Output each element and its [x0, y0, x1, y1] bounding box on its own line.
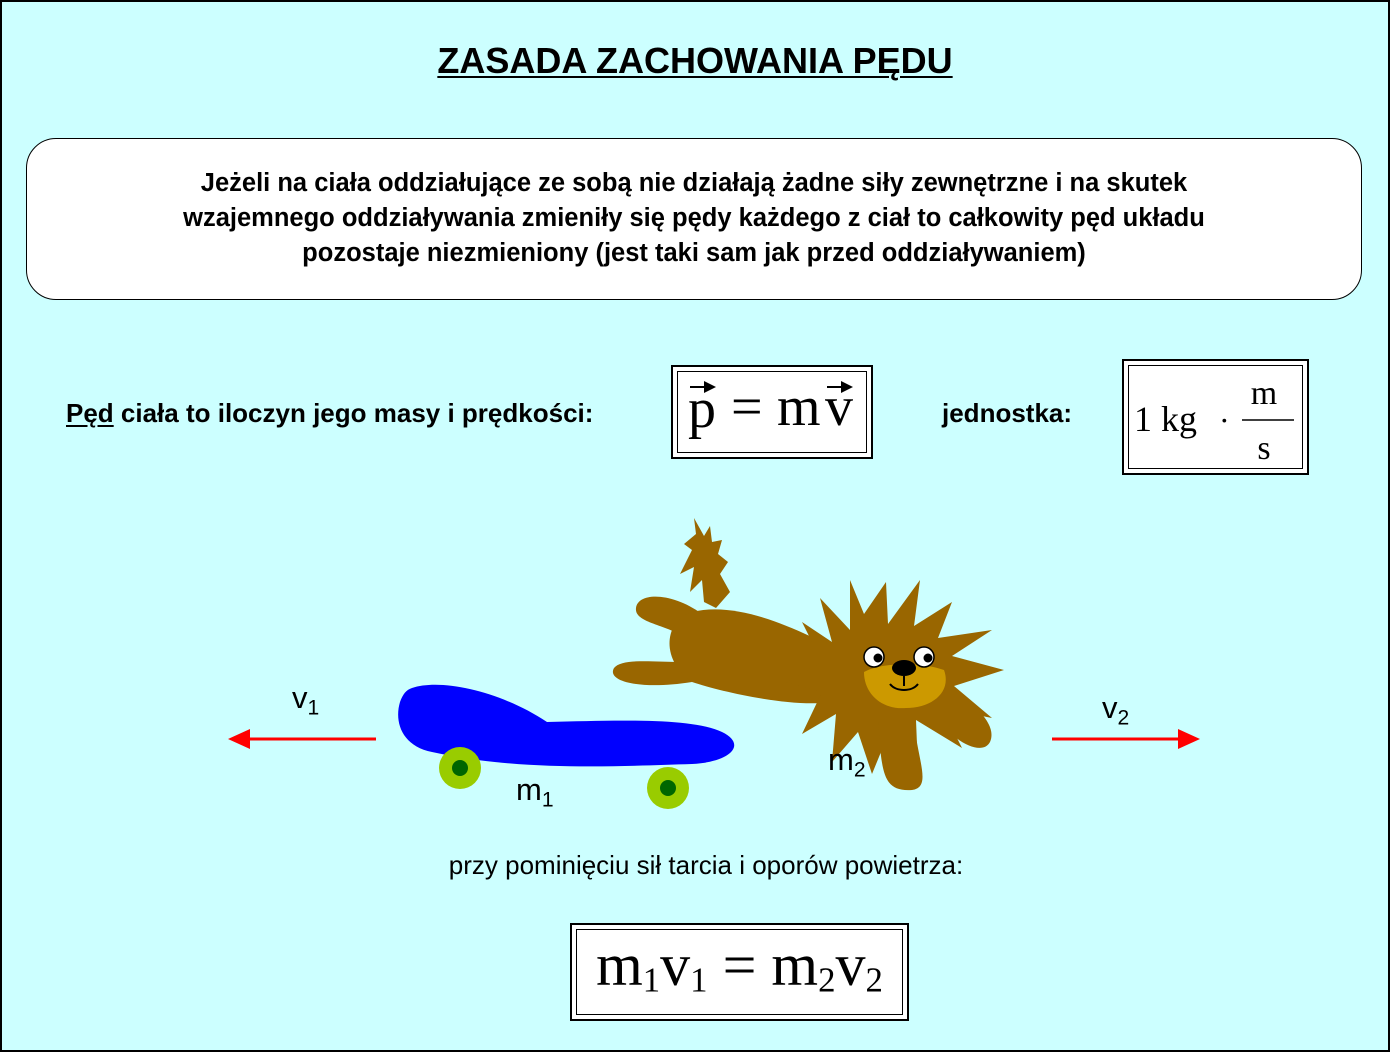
velocity-v1-label: $v_1$	[292, 680, 320, 720]
formula-equals: =	[731, 376, 763, 438]
conservation-equation: $m_1v_1 = m_2v_2$	[596, 932, 883, 1000]
scene-illustration	[2, 2, 1388, 1050]
formula-v: v	[825, 376, 853, 438]
wheel-left	[439, 747, 481, 789]
unit-label: jednostka:	[942, 398, 1073, 428]
velocity-arrow-right	[1052, 729, 1200, 749]
definition-line-2: wzajemnego oddziaływania zmieniły się pędy każdego z ciał to całkowity pęd układu	[183, 204, 1205, 232]
mass-m1-label: $m_1$	[516, 772, 554, 812]
skateboard	[398, 685, 734, 809]
momentum-definition-text: ciała to iloczyn jego masy i prędkości:	[113, 398, 594, 428]
mass-m2-label: $m_2$	[828, 742, 866, 782]
unit-kg: 1 kg	[1134, 399, 1197, 439]
formula-m: m	[777, 376, 821, 438]
velocity-arrow-left	[228, 729, 376, 749]
velocity-v2-label: $v_2$	[1102, 690, 1130, 730]
unit-denominator: s	[1257, 430, 1271, 467]
definition-line-1: Jeżeli na ciała oddziałujące ze sobą nie działają żadne siły zewnętrzne i na skutek	[200, 169, 1188, 197]
definition-line-3: pozostaje niezmieniony (jest taki sam jak przed oddziaływaniem)	[302, 239, 1086, 267]
unit-dot: ·	[1219, 402, 1230, 438]
assumption-note: przy pominięciu sił tarcia i oporów powietrza:	[448, 850, 964, 880]
conservation-equation-box	[570, 923, 909, 1021]
wheel-right	[647, 767, 689, 809]
formula-p: p	[688, 378, 716, 440]
unit-numerator: m	[1250, 375, 1278, 412]
slide-title: ZASADA ZACHOWANIA PĘDU	[437, 40, 953, 81]
momentum-term: Pęd	[66, 398, 114, 428]
